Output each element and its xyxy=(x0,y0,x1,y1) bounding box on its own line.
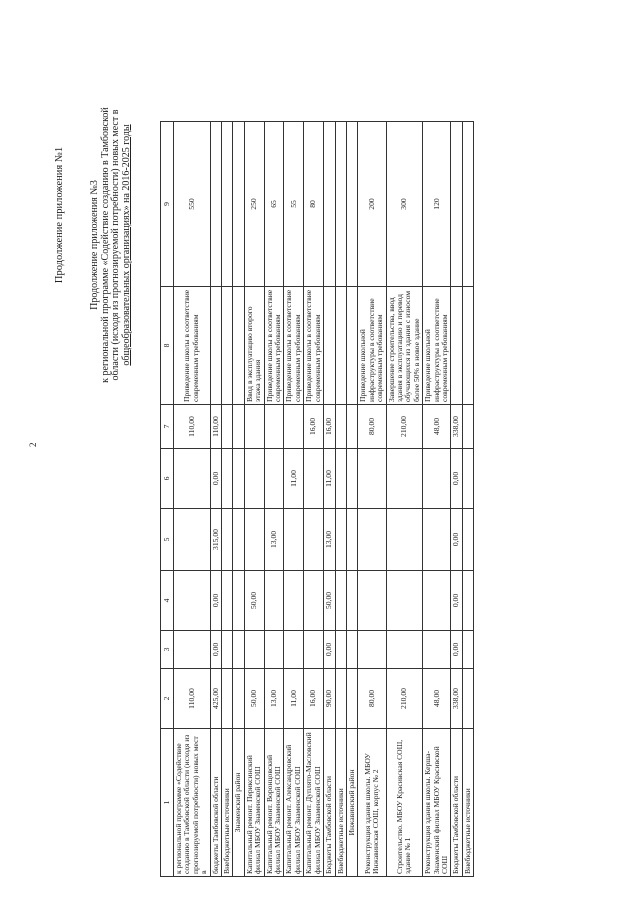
table-row xyxy=(304,122,324,877)
amount-cell: 0,00 xyxy=(210,449,221,509)
amount-cell xyxy=(346,405,357,449)
amount-cell: 0,00 xyxy=(210,571,221,631)
description-cell xyxy=(222,287,233,405)
amount-cell: 315,00 xyxy=(210,509,221,571)
amount-cell xyxy=(284,631,304,669)
amount-cell xyxy=(358,571,386,631)
table-row xyxy=(462,122,473,877)
table-row xyxy=(324,122,335,877)
description-cell xyxy=(462,287,473,405)
amount-cell: 80,00 xyxy=(358,669,386,729)
description-cell: Ввод в эксплуатацию второго этажа здания xyxy=(244,287,264,405)
amount-cell: 48,00 xyxy=(423,405,451,449)
row-label-cell: Капитальный ремонт. Александровский филиал МБОУ Знаменской СОШ xyxy=(284,729,304,877)
description-cell xyxy=(324,287,335,405)
amount-cell xyxy=(462,631,473,669)
table-row xyxy=(244,122,264,877)
description-cell: Приведение школы в соответствие современным требованиям xyxy=(174,287,211,405)
amount-cell xyxy=(304,631,324,669)
amount-cell: 210,00 xyxy=(386,405,423,449)
amount-cell: 338,00 xyxy=(451,405,462,449)
amount-cell xyxy=(264,405,284,449)
row-label-cell: Инжавинский район xyxy=(346,729,357,877)
amount-cell xyxy=(233,405,244,449)
amount-cell xyxy=(244,631,264,669)
amount-cell xyxy=(423,509,451,571)
places-cell xyxy=(451,122,462,287)
continuation-title-line1: Продолжение приложения №3 xyxy=(89,180,100,310)
row-label-cell: Бюджеты Тамбовской области xyxy=(324,729,335,877)
amount-cell xyxy=(233,571,244,631)
amount-cell xyxy=(174,571,211,631)
amount-cell xyxy=(358,509,386,571)
places-cell: 55 xyxy=(284,122,304,287)
table-row xyxy=(264,122,284,877)
places-cell xyxy=(346,122,357,287)
amount-cell xyxy=(423,449,451,509)
row-label-cell: Бюджеты Тамбовской области xyxy=(451,729,462,877)
row-label-cell: бюджеты Тамбовской области xyxy=(210,729,221,877)
rotated-document-sheet xyxy=(44,35,604,905)
column-number: 7 xyxy=(161,405,174,449)
amount-cell xyxy=(462,449,473,509)
amount-cell: 50,00 xyxy=(244,571,264,631)
amount-cell xyxy=(284,571,304,631)
amount-cell xyxy=(335,509,346,571)
column-number: 6 xyxy=(161,449,174,509)
amount-cell: 13,00 xyxy=(264,509,284,571)
description-cell: Приведение школьной инфраструктуры в соответствие современным требованиям xyxy=(423,287,451,405)
column-number: 2 xyxy=(161,669,174,729)
description-cell: Приведение школы в соответствие современным требованиям xyxy=(304,287,324,405)
description-cell xyxy=(346,287,357,405)
row-label-cell: Внебюджетные источники xyxy=(462,729,473,877)
places-cell: 550 xyxy=(174,122,211,287)
amount-cell xyxy=(335,669,346,729)
amount-cell xyxy=(304,449,324,509)
table-row xyxy=(451,122,462,877)
table-row xyxy=(346,122,357,877)
row-label-cell: к региональной программе «Содействие созданию в Тамбовской области (исходя из прогнозируемой потребности) новых мест в xyxy=(174,729,211,877)
amount-cell xyxy=(284,405,304,449)
amount-cell xyxy=(233,449,244,509)
amount-cell xyxy=(174,449,211,509)
amount-cell xyxy=(335,571,346,631)
row-label-cell: Реконструкция здания школы. Керша-Знаменский филиал МБОУ Красивской СОШ xyxy=(423,729,451,877)
column-number-row xyxy=(161,122,174,877)
amount-cell: 338,00 xyxy=(451,669,462,729)
column-number: 4 xyxy=(161,571,174,631)
amount-cell: 13,00 xyxy=(264,669,284,729)
row-label-cell: Строительство. МБОУ Красивская СОШ, здание № 1 xyxy=(386,729,423,877)
amount-cell xyxy=(222,449,233,509)
continuation-header xyxy=(90,55,132,435)
amount-cell: 90,00 xyxy=(324,669,335,729)
places-cell: 200 xyxy=(358,122,386,287)
description-cell xyxy=(210,287,221,405)
amount-cell: 110,00 xyxy=(174,405,211,449)
amount-cell xyxy=(346,669,357,729)
amount-cell xyxy=(222,669,233,729)
amount-cell xyxy=(423,571,451,631)
amount-cell xyxy=(346,571,357,631)
amount-cell: 0,00 xyxy=(451,449,462,509)
places-cell xyxy=(233,122,244,287)
appendix-continuation-label: Продолжение приложения №1 xyxy=(54,146,65,284)
amount-cell xyxy=(462,669,473,729)
table-row xyxy=(210,122,221,877)
amount-cell xyxy=(386,509,423,571)
row-label-cell: Капитальный ремонт. Периксинский филиал МБОУ Знаменской СОШ xyxy=(244,729,264,877)
description-cell xyxy=(451,287,462,405)
amount-cell xyxy=(346,449,357,509)
places-cell xyxy=(462,122,473,287)
description-cell: Приведение школьной инфраструктуры в соответствие современным требованиям xyxy=(358,287,386,405)
continuation-title-line2: к региональной программе «Содействие созданию в Тамбовской xyxy=(99,107,111,383)
amount-cell: 80,00 xyxy=(358,405,386,449)
description-cell: Завершение строительства, ввод здания в эксплуатацию и перевод обучающихся из здания с износом более 50% в новое здание xyxy=(386,287,423,405)
places-cell: 300 xyxy=(386,122,423,287)
amount-cell: 110,00 xyxy=(174,669,211,729)
places-cell xyxy=(324,122,335,287)
amount-cell: 11,00 xyxy=(324,449,335,509)
column-number: 3 xyxy=(161,631,174,669)
description-cell: Приведение школы в соответствие современным требованиям xyxy=(264,287,284,405)
row-label-cell: Капитальный ремонт. Дуплято-Масловский филиал МБОУ Знаменской СОШ xyxy=(304,729,324,877)
amount-cell xyxy=(335,449,346,509)
amount-cell xyxy=(423,631,451,669)
table-row xyxy=(335,122,346,877)
amount-cell xyxy=(462,509,473,571)
amount-cell xyxy=(244,405,264,449)
row-label-cell: Внебюджетные источники xyxy=(335,729,346,877)
amount-cell xyxy=(222,631,233,669)
amount-cell: 0,00 xyxy=(451,571,462,631)
amount-cell xyxy=(233,631,244,669)
table-row xyxy=(358,122,386,877)
amount-cell xyxy=(346,631,357,669)
amount-cell xyxy=(222,405,233,449)
amount-cell xyxy=(346,509,357,571)
amount-cell: 0,00 xyxy=(210,631,221,669)
description-cell xyxy=(233,287,244,405)
amount-cell xyxy=(174,509,211,571)
column-number: 8 xyxy=(161,287,174,405)
places-cell xyxy=(222,122,233,287)
amount-cell: 110,00 xyxy=(210,405,221,449)
amount-cell xyxy=(386,631,423,669)
places-cell xyxy=(210,122,221,287)
table-row xyxy=(284,122,304,877)
amount-cell: 16,00 xyxy=(324,405,335,449)
amount-cell: 0,00 xyxy=(451,509,462,571)
places-cell: 65 xyxy=(264,122,284,287)
amount-cell xyxy=(233,669,244,729)
amount-cell xyxy=(244,449,264,509)
table-row xyxy=(233,122,244,877)
row-label-cell: Реконструкция здания школы. МБОУ Инжавинская СОШ, корпус № 2 xyxy=(358,729,386,877)
amount-cell: 0,00 xyxy=(451,631,462,669)
amount-cell: 11,00 xyxy=(284,669,304,729)
places-cell: 120 xyxy=(423,122,451,287)
amount-cell xyxy=(233,509,244,571)
amount-cell xyxy=(304,571,324,631)
amount-cell xyxy=(386,571,423,631)
continuation-title-line4: общеобразовательных организациях» на 2016-2025 годы xyxy=(120,124,132,366)
table-row xyxy=(423,122,451,877)
table-row xyxy=(222,122,233,877)
amount-cell: 13,00 xyxy=(324,509,335,571)
amount-cell xyxy=(264,449,284,509)
amount-cell xyxy=(244,509,264,571)
program-table xyxy=(160,121,474,877)
amount-cell: 210,00 xyxy=(386,669,423,729)
amount-cell xyxy=(358,631,386,669)
column-number: 5 xyxy=(161,509,174,571)
amount-cell xyxy=(264,631,284,669)
amount-cell xyxy=(335,405,346,449)
amount-cell: 16,00 xyxy=(304,405,324,449)
amount-cell xyxy=(222,509,233,571)
amount-cell xyxy=(335,631,346,669)
table-row xyxy=(386,122,423,877)
amount-cell xyxy=(264,571,284,631)
description-cell xyxy=(335,287,346,405)
amount-cell xyxy=(284,509,304,571)
amount-cell xyxy=(304,509,324,571)
row-label-cell: Капитальный ремонт. Воронцовский филиал МБОУ Знаменской СОШ xyxy=(264,729,284,877)
amount-cell xyxy=(174,631,211,669)
row-label-cell: Внебюджетные источники xyxy=(222,729,233,877)
amount-cell xyxy=(462,571,473,631)
amount-cell: 425,00 xyxy=(210,669,221,729)
page-number: 2 xyxy=(28,442,38,447)
places-cell: 80 xyxy=(304,122,324,287)
amount-cell xyxy=(222,571,233,631)
amount-cell: 0,00 xyxy=(324,631,335,669)
amount-cell: 48,00 xyxy=(423,669,451,729)
amount-cell xyxy=(462,405,473,449)
places-cell: 250 xyxy=(244,122,264,287)
amount-cell: 11,00 xyxy=(284,449,304,509)
column-number: 9 xyxy=(161,122,174,287)
amount-cell: 50,00 xyxy=(244,669,264,729)
row-label-cell: Знаменский район xyxy=(233,729,244,877)
amount-cell: 16,00 xyxy=(304,669,324,729)
description-cell: Приведение школы в соответствие современным требованиям xyxy=(284,287,304,405)
continuation-title-line3: области (исходя из прогнозируемой потребности) новых мест в xyxy=(110,109,121,381)
places-cell xyxy=(335,122,346,287)
amount-cell: 50,00 xyxy=(324,571,335,631)
table-row xyxy=(174,122,211,877)
column-number: 1 xyxy=(161,729,174,877)
amount-cell xyxy=(358,449,386,509)
amount-cell xyxy=(386,449,423,509)
